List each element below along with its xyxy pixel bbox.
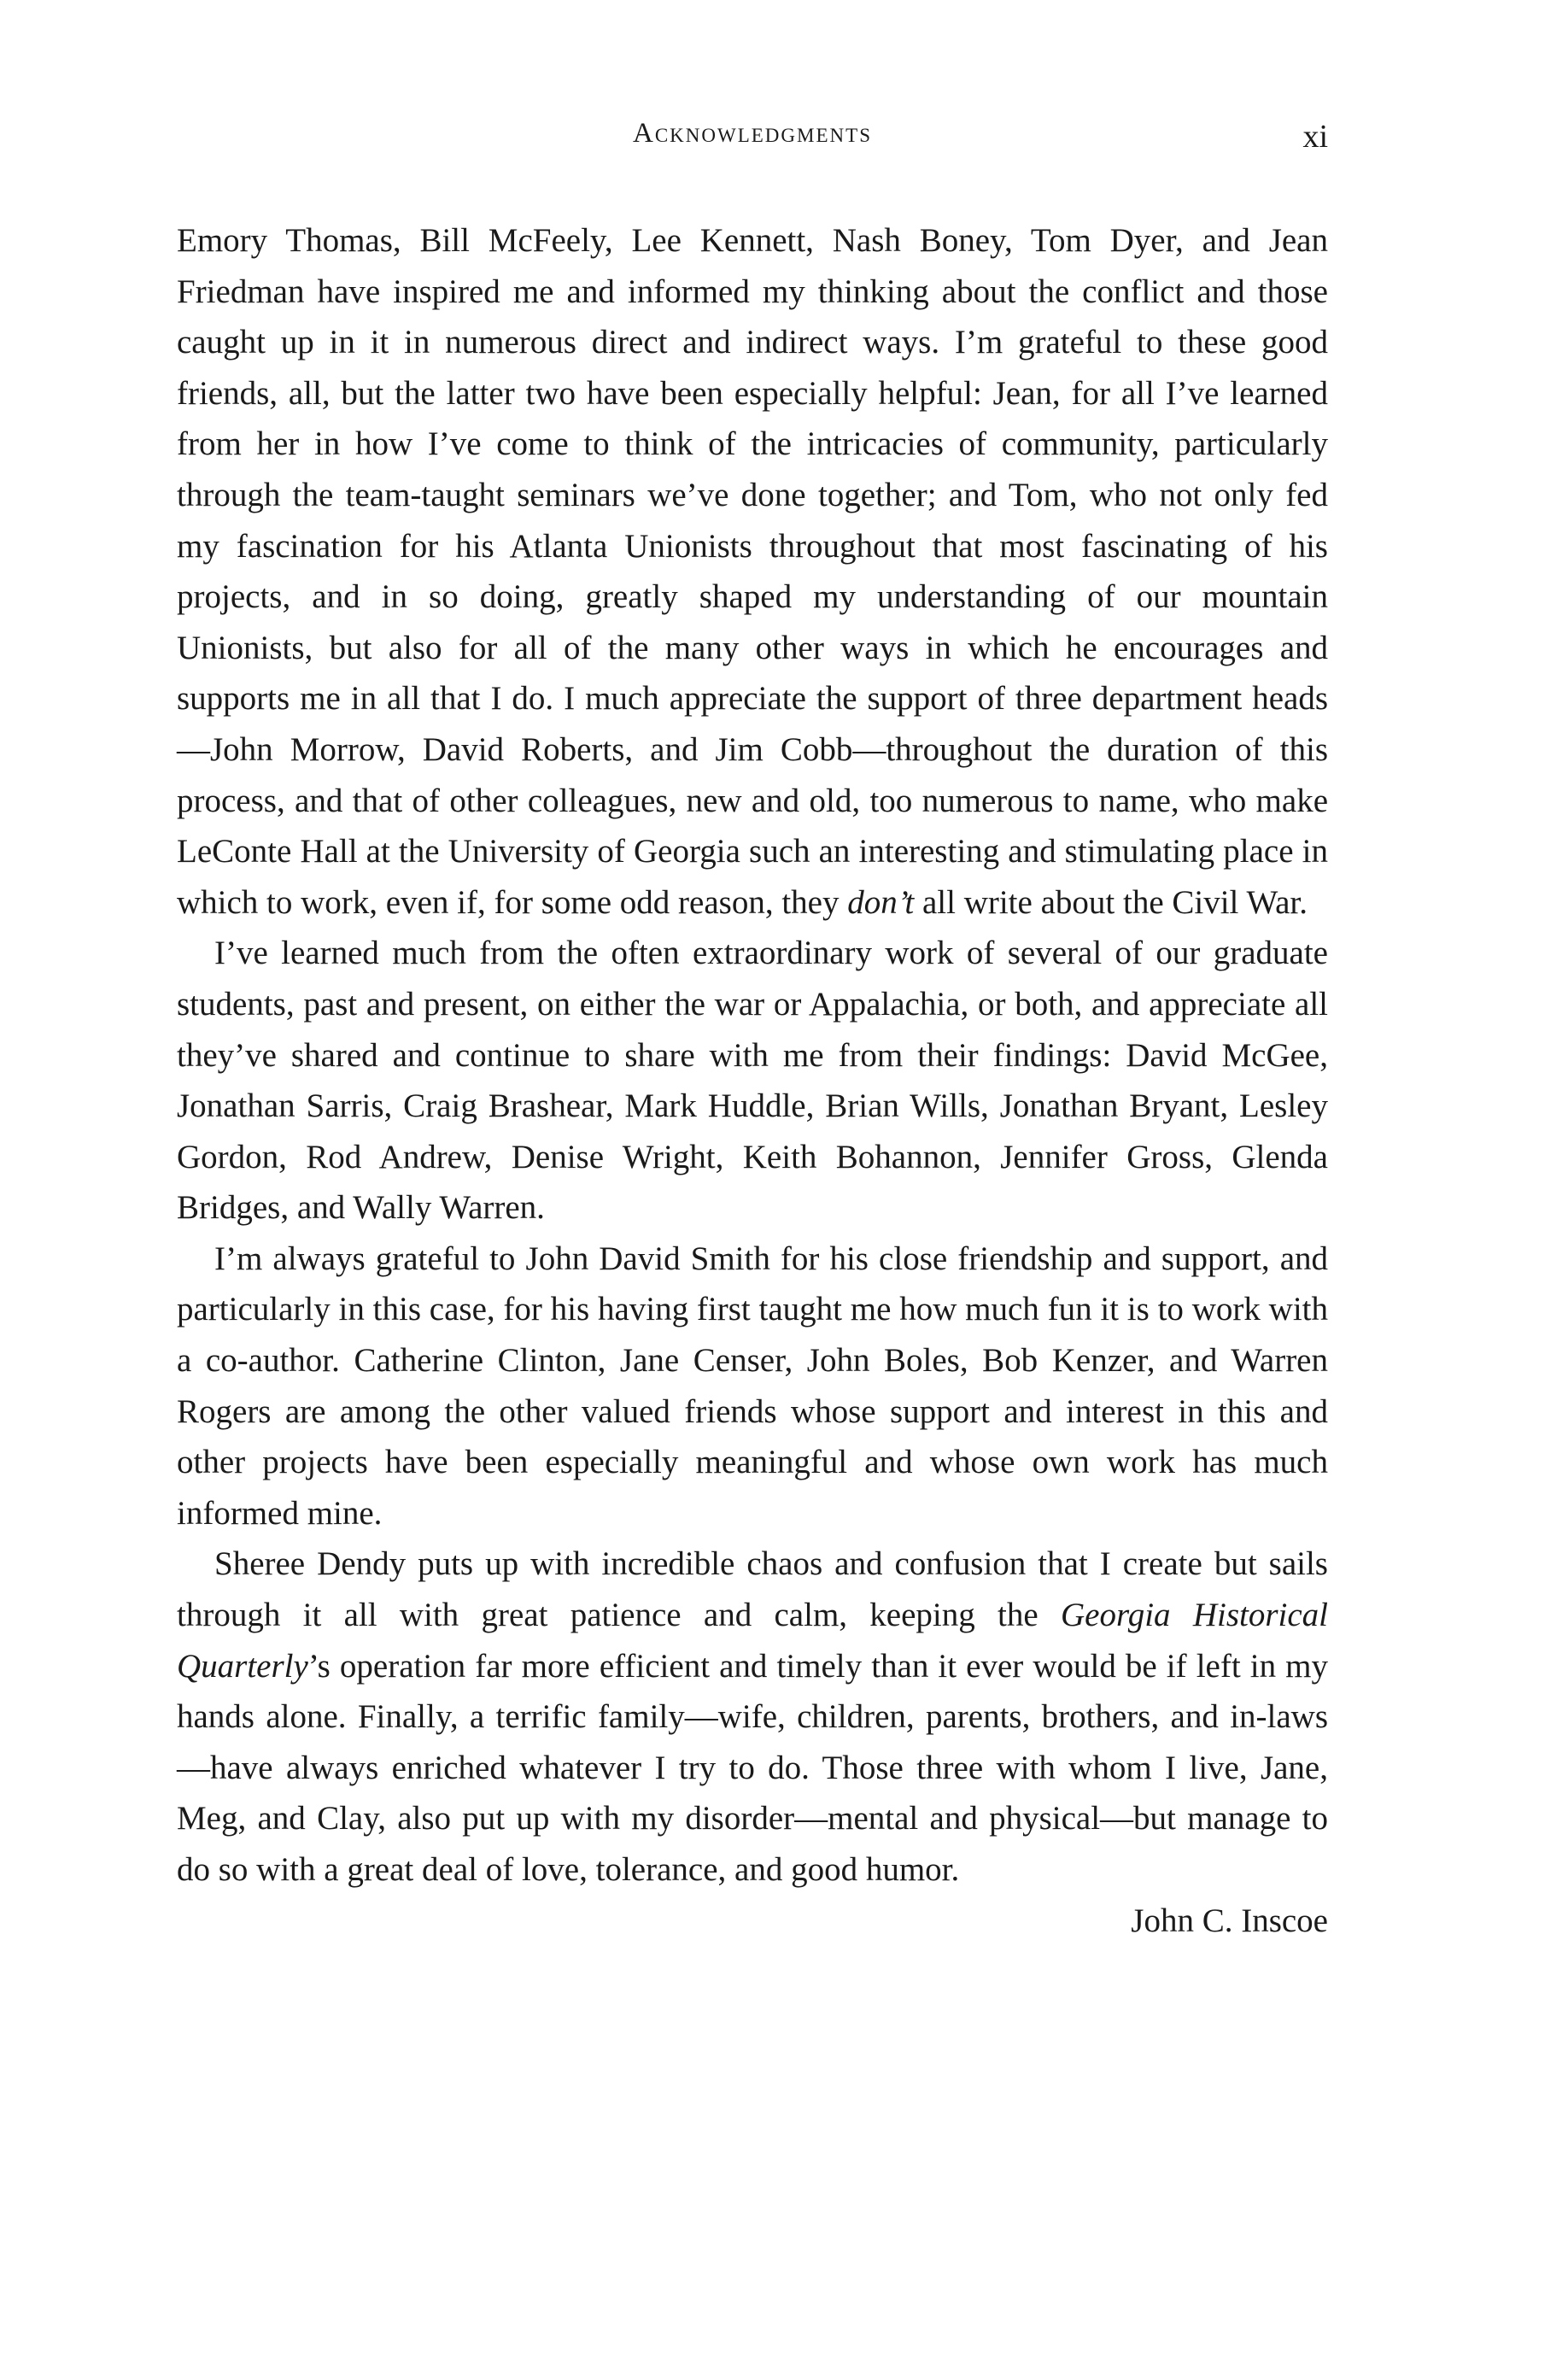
paragraph-1-text-end: all write about the Civil War. <box>914 883 1308 921</box>
paragraph-4-text-start: Sheree Dendy puts up with incredible chaos and confusion that I create but sails through it all with great patience and calm, keeping the <box>177 1545 1328 1634</box>
paragraph-4-italic: Georgia Historical Quarterly <box>177 1597 1328 1685</box>
paragraph-2-text: I’ve learned much from the often extraordinary work of several of our graduate students, past and present, on either the war or Appalachia, or both, and appreciate all they’ve shared and continue to share with me from their findings: David McGee, Jonathan Sarris, Craig Brashear, Mark Huddle, Brian Wills, Jonathan Bryant, Lesley Gordon, Rod Andrew, Denise Wright, Keith Bohannon, Jennifer Gross, Glenda Bridges, and Wally Warren. <box>177 935 1328 1227</box>
running-head <box>177 118 1328 161</box>
paragraph-1-italic: don’t <box>847 883 915 921</box>
paragraph-2 <box>177 928 1328 1234</box>
paragraph-4-text-end: ’s operation far more efficient and timely than it ever would be if left in my hands alone. Finally, a terrific family—wife, children, parents, brothers, and in-laws—have always enriched whatever I try to do. Those three with whom I live, Jane, Meg, and Clay, also put up with my disorder—mental and physical—but manage to do so with a great deal of love, tolerance, and good humor. <box>177 1647 1328 1888</box>
paragraph-3-text: I’m always grateful to John David Smith for his close friendship and support, and particularly in this case, for his having first taught me how much fun it is to work with a co-author. Catherine Clinton, Jane Censer, John Boles, Bob Kenzer, and Warren Rogers are among the other valued friends whose support and interest in this and other projects have been especially meaningful and whose own work has much informed mine. <box>177 1240 1328 1532</box>
body-text <box>177 215 1328 1946</box>
running-head-title: Acknowledgments <box>633 118 872 149</box>
signature: John C. Inscoe <box>1131 1902 1328 1939</box>
paragraph-4 <box>177 1539 1328 1895</box>
paragraph-3 <box>177 1234 1328 1539</box>
page-number: xi <box>1302 119 1328 155</box>
paragraph-1-text: Emory Thomas, Bill McFeely, Lee Kennett, Nash Boney, Tom Dyer, and Jean Friedman have inspired me and informed my thinking about the conflict and those caught up in it in numerous direct and indirect ways. I’m grateful to these good friends, all, but the latter two have been especially helpful: Jean, for all I’ve learned from her in how I’ve come to think of the intricacies of community, particularly through the team-taught seminars we’ve done together; and Tom, who not only fed my fascination for his Atlanta Unionists throughout that most fascinating of his projects, and in so doing, greatly shaped my understanding of our mountain Unionists, but also for all of the many other ways in which he encourages and supports me in all that I do. I much appreciate the support of three department heads—John Morrow, David Roberts, and Jim Cobb—throughout the duration of this process, and that of other colleagues, new and old, too numerous to name, who make LeConte Hall at the University of Georgia such an interesting and stimulating place in which to work, even if, for some odd reason, they <box>177 222 1328 921</box>
paragraph-1 <box>177 215 1328 928</box>
